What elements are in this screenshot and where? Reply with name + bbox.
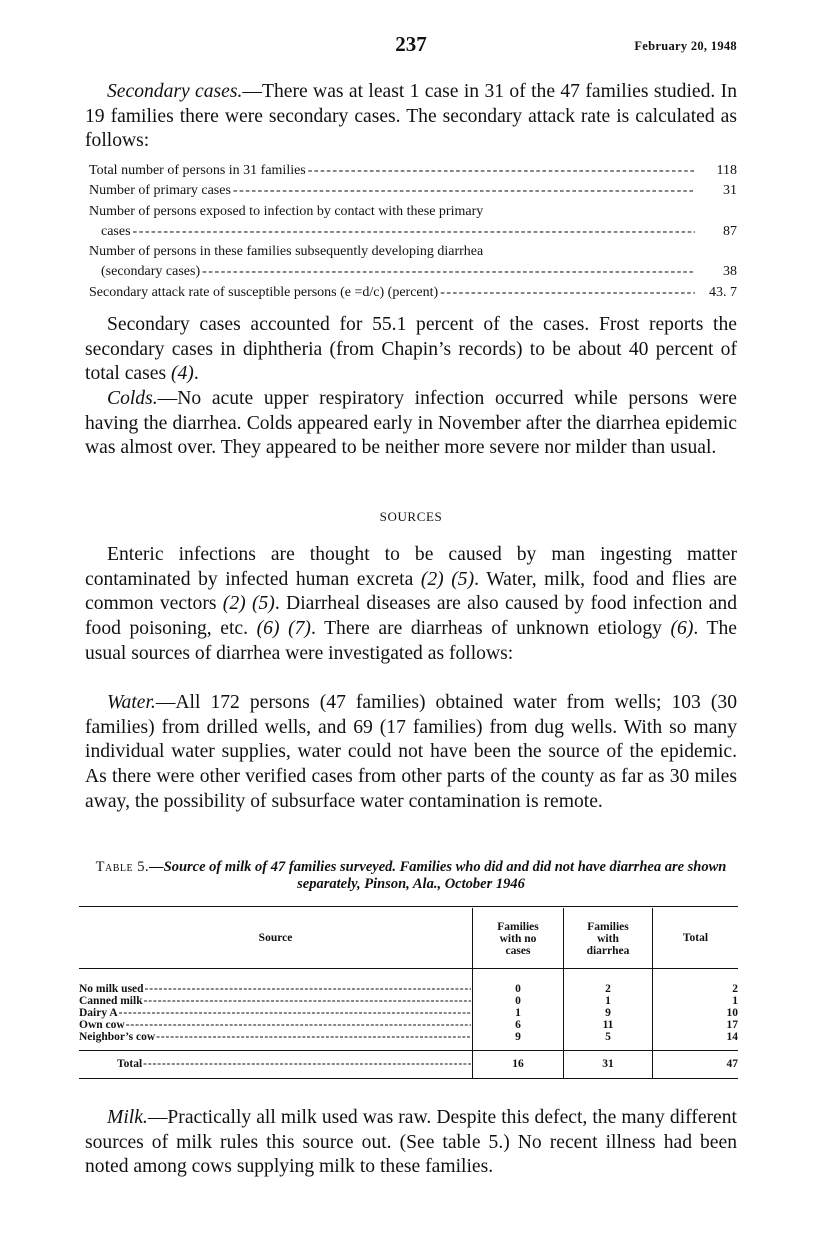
stat-row <box>89 242 737 283</box>
paragraph-text: Secondary cases accounted for 55.1 percent of the cases. Frost reports the secondary cases in diphtheria (from Chapin’s records) to be about 40 percent of total cases <box>85 314 737 385</box>
cell-no-cases: 0 <box>515 995 521 1007</box>
cell-diarrhea: 1 <box>605 995 611 1007</box>
table-row <box>79 995 471 1007</box>
cell-no-cases: 9 <box>515 1031 521 1043</box>
paragraph-text: —There was at least 1 case in 31 of the 47 families studied. In 19 families there were secondary cases. The secondary attack rate is calculated as follows: <box>85 81 737 152</box>
stat-value: 31 <box>723 183 737 199</box>
row-source: Total <box>117 1058 143 1070</box>
citation-ref: (4) <box>170 363 194 385</box>
table-row <box>79 1019 471 1031</box>
cell-total: 47 <box>726 1058 738 1070</box>
stat-label-continuation: cases <box>101 223 131 239</box>
paragraph-milk <box>85 1106 737 1180</box>
dot-leader <box>440 283 695 303</box>
paragraph-text: . Diarrheal diseases are also caused by food infection and food poisoning, etc. <box>85 593 737 640</box>
table-label: Table 5. <box>95 859 150 875</box>
dot-leader <box>145 983 471 995</box>
page-header <box>85 32 737 58</box>
cell-no-cases: 0 <box>515 983 521 995</box>
dot-leader <box>308 161 695 181</box>
milk-source-table <box>79 906 738 1080</box>
citation-ref: (5) <box>251 593 275 615</box>
table-caption <box>85 859 737 893</box>
dot-leader <box>119 1007 471 1019</box>
paragraph-text: —All 172 persons (47 families) obtained water from wells; 103 (30 families) from drilled wells, and 69 (17 families) from dug wells. With so many individual water supplies, water could not have been the source of the epidemic. As there were other verified cases from other parts of the county as far as 30 miles away, the possibility of subsurface water contamination is remote. <box>85 692 737 812</box>
paragraph-sources <box>85 543 737 667</box>
table-total-rule <box>79 1050 738 1051</box>
table-row <box>79 983 471 995</box>
cell-no-cases: 1 <box>515 1007 521 1019</box>
row-source: No milk used <box>79 983 144 995</box>
runin-heading: Water. <box>107 692 156 713</box>
row-source: Canned milk <box>79 995 143 1007</box>
table-row <box>79 1007 471 1019</box>
dot-leader <box>202 262 695 282</box>
runin-heading: Secondary cases. <box>107 81 243 102</box>
cell-diarrhea: 11 <box>602 1019 614 1031</box>
stat-label: Total number of persons in 31 families <box>89 163 306 178</box>
dot-leader <box>133 222 695 242</box>
cell-diarrhea: 5 <box>605 1031 611 1043</box>
stat-label-continuation: (secondary cases) <box>101 264 201 280</box>
dot-leader <box>126 1019 471 1031</box>
paragraph-text <box>279 618 288 639</box>
header-date: February 20, 1948 <box>634 39 737 53</box>
dot-leader <box>144 995 471 1007</box>
cell-diarrhea: 9 <box>605 1007 611 1019</box>
stat-label: Secondary attack rate of susceptible persons (e =d/c) (percent) <box>89 284 439 300</box>
cell-total: 2 <box>732 983 738 995</box>
stat-label: Number of primary cases <box>89 183 231 199</box>
table-header-rule <box>79 968 738 969</box>
stat-label: Number of persons in these families subsequently developing diarrhea <box>89 244 484 260</box>
cell-total: 17 <box>726 1019 738 1031</box>
cell-total: 14 <box>726 1031 738 1043</box>
citation-ref: (2) <box>420 568 444 590</box>
table-bottom-rule <box>79 1078 738 1079</box>
paragraph-secondary-cases <box>85 80 737 154</box>
cell-total: 1 <box>732 995 738 1007</box>
table-row <box>79 1031 471 1043</box>
row-source: Dairy A <box>79 1007 118 1019</box>
citation-ref: (6) <box>670 618 694 640</box>
citation-ref: (7) <box>288 618 311 640</box>
paragraph-text: —Practically all milk used was raw. Despite this defect, the many different sources of milk rules this source out. (See table 5.) No recent illness had been noted among cows supplying milk to these families. <box>85 1107 737 1178</box>
table-top-rule <box>79 906 738 907</box>
row-source: Neighbor’s cow <box>79 1031 156 1043</box>
header-source: Source <box>258 932 293 944</box>
paragraph-text: . The usual sources of diarrhea were investigated as follows: <box>85 618 737 664</box>
stat-value: 118 <box>716 163 737 178</box>
paragraph-secondary-percent <box>85 313 737 387</box>
stat-row <box>89 181 737 201</box>
table-total-row <box>79 1058 471 1070</box>
citation-ref: (2) <box>222 593 246 615</box>
row-source: Own cow <box>79 1019 125 1031</box>
dot-leader <box>233 181 695 201</box>
runin-heading: Colds. <box>107 388 158 409</box>
stat-row <box>89 202 737 243</box>
paragraph-text: Enteric infections are thought to be caused by man ingesting matter contaminated by infected human excreta <box>85 544 737 590</box>
citation-ref: (5) <box>451 568 475 590</box>
caption-text: —Source of milk of 47 families surveyed. Families who did and did not have diarrhea are shown separately, Pinson, Ala., October 1946 <box>149 859 727 892</box>
cell-no-cases: 16 <box>512 1058 524 1070</box>
runin-heading: Milk. <box>107 1107 148 1128</box>
header-total: Total <box>682 932 709 944</box>
stat-value: 43. 7 <box>709 284 737 300</box>
paragraph-text: . Water, milk, food and flies are common vectors <box>85 568 737 615</box>
paragraph-water <box>85 691 737 815</box>
cell-diarrhea: 2 <box>605 983 611 995</box>
section-heading: SOURCES <box>379 509 443 524</box>
dot-leader <box>156 1031 471 1043</box>
stat-value: 38 <box>723 264 737 280</box>
header-no-cases: Families with no cases <box>497 921 539 957</box>
paragraph-text: . <box>193 363 199 385</box>
stat-value: 87 <box>723 223 737 239</box>
paragraph-colds <box>85 387 737 461</box>
attack-rate-calculation <box>89 161 737 303</box>
header-diarrhea: Families with diarrhea <box>586 921 630 957</box>
stat-label: Number of persons exposed to infection by contact with these primary <box>89 203 484 219</box>
stat-row <box>89 161 737 181</box>
dot-leader <box>143 1058 471 1070</box>
paragraph-text: —No acute upper respiratory infection occurred while persons were having the diarrhea. Colds appeared early in November after the diarrhea epidemic was almost over. They appeared to be neither more severe nor milder than usual. <box>85 388 737 459</box>
cell-diarrhea: 31 <box>602 1058 614 1070</box>
cell-total: 10 <box>726 1007 738 1019</box>
page-number: 237 <box>395 32 427 56</box>
stat-row <box>89 283 737 303</box>
paragraph-text: . There are diarrheas of unknown etiology <box>310 618 671 640</box>
cell-no-cases: 6 <box>515 1019 521 1031</box>
citation-ref: (6) <box>256 618 280 640</box>
